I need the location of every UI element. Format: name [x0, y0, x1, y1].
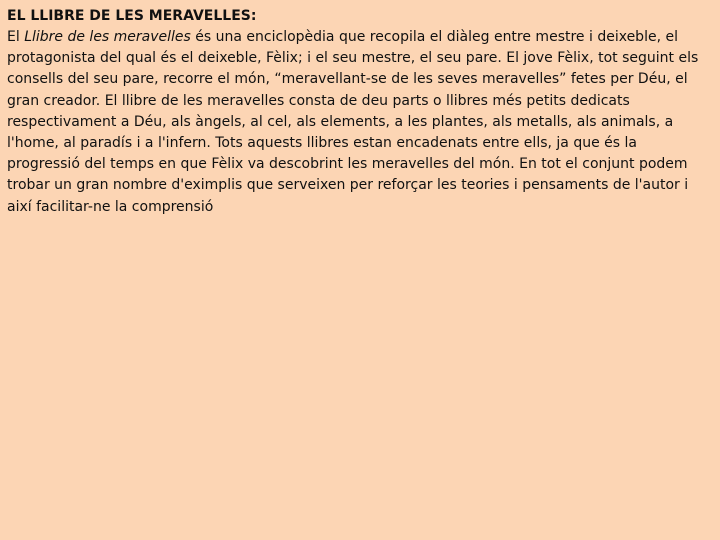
document-heading: EL LLIBRE DE LES MERAVELLES:	[7, 8, 257, 24]
book-title: Llibre de les meravelles	[24, 29, 191, 45]
body-text: és una enciclopèdia que recopila el diàleg entre mestre i deixeble, el protagonista del qual és el deixeble, Fèlix; i el seu mestre, el seu pare. El jove Fèlix, tot seguint els consells del seu pare, recorre el món, “meravellant-se de les seves meravelles” fetes per Déu, el gran creador. El llibre de les meravelles consta de deu parts o llibres més petits dedicats respectivament a Déu, als àngels, al cel, als elements, a les plantes, als metalls, als animals, a l'home, al paradís i a l'infern. Tots aquests llibres estan encadenats entre ells, ja que és la progressió del temps en que Fèlix va descobrint les meravelles del món. En tot el conjunt podem trobar un gran nombre d'eximplis que serveixen per reforçar les teories i pensaments de l'autor i així facilitar-ne la comprensió	[7, 29, 699, 215]
intro-text: El	[7, 29, 25, 45]
document-body	[7, 27, 713, 218]
